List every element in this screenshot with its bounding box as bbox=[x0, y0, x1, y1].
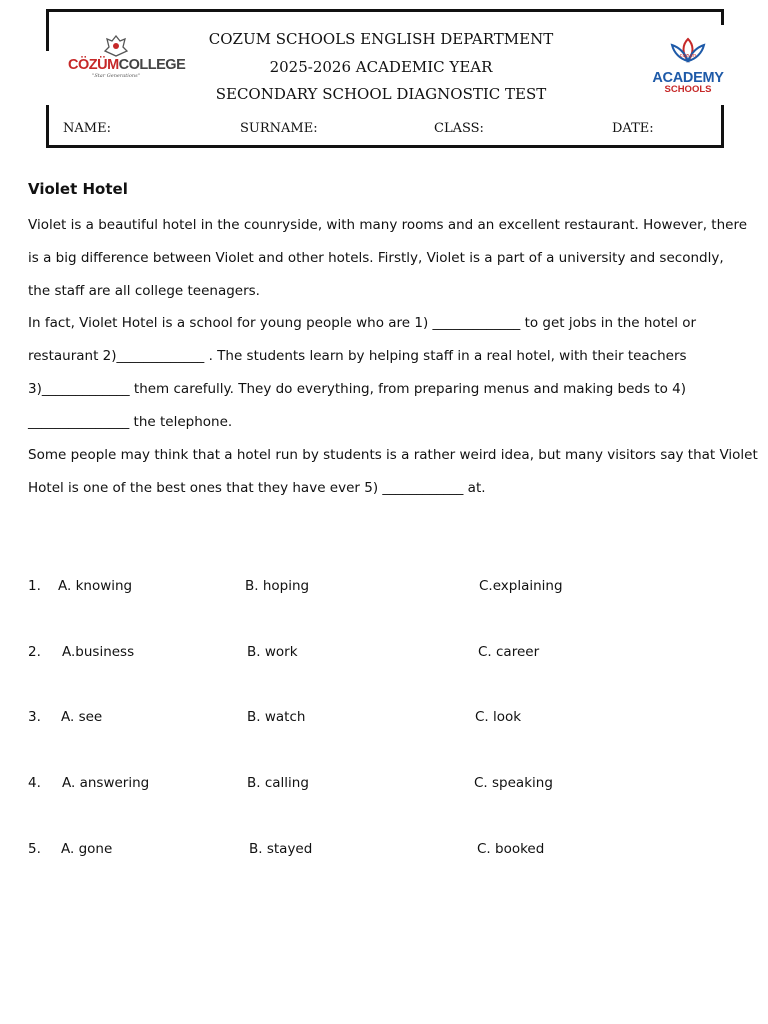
passage-line: Hotel is one of the best ones that they have ever 5) ____________ at. bbox=[28, 480, 486, 496]
header-corner-top-right bbox=[721, 9, 724, 25]
academic-year: 2025-2026 ACADEMIC YEAR bbox=[269, 58, 493, 76]
surname-field-label: SURNAME: bbox=[240, 121, 318, 136]
header-corner-top-left bbox=[46, 9, 49, 51]
option-b: B. work bbox=[247, 644, 298, 660]
header-border-top bbox=[46, 9, 724, 12]
question-number: 1. bbox=[28, 578, 41, 594]
header-corner-bottom-left bbox=[46, 105, 49, 147]
header-corner-bottom-right bbox=[721, 105, 724, 147]
test-header bbox=[46, 9, 724, 148]
class-field-label: CLASS: bbox=[434, 121, 484, 136]
schools-word: SCHOOLS bbox=[664, 84, 712, 95]
option-c: C. look bbox=[475, 709, 522, 725]
question-number: 4. bbox=[28, 775, 41, 791]
passage-line: In fact, Violet Hotel is a school for young people who are 1) _____________ to get jobs in the hotel or bbox=[28, 315, 697, 331]
passage-line: restaurant 2)_____________ . The students learn by helping staff in a real hotel, with their teachers bbox=[28, 348, 687, 364]
date-field-label: DATE: bbox=[612, 121, 654, 136]
academy-word: ACADEMY bbox=[652, 70, 724, 86]
header-border-bottom bbox=[46, 145, 724, 148]
option-b: B. calling bbox=[247, 775, 309, 791]
option-a: A. knowing bbox=[58, 578, 133, 594]
option-c: C.explaining bbox=[479, 578, 563, 594]
option-a: A. gone bbox=[61, 841, 113, 857]
college-brand-name: CÖZÜMCOLLEGE bbox=[68, 57, 186, 73]
cozum-academy-logo bbox=[644, 37, 732, 97]
passage-line: _______________ the telephone. bbox=[28, 414, 233, 430]
academy-logo-small-text: cozum bbox=[679, 53, 697, 59]
option-b: B. stayed bbox=[249, 841, 313, 857]
crest-icon bbox=[103, 35, 129, 57]
option-b: B. watch bbox=[247, 709, 306, 725]
passage-line: the staff are all college teenagers. bbox=[28, 283, 260, 299]
department-title: COZUM SCHOOLS ENGLISH DEPARTMENT bbox=[208, 30, 554, 48]
passage-line: Some people may think that a hotel run by students is a rather weird idea, but many visitors say that Violet bbox=[28, 447, 758, 463]
option-c: C. booked bbox=[477, 841, 545, 857]
passage-line: Violet is a beautiful hotel in the counryside, with many rooms and an excellent restaurant. However, there bbox=[28, 217, 748, 233]
option-a: A. see bbox=[61, 709, 103, 725]
passage-title: Violet Hotel bbox=[28, 180, 128, 198]
passage-line: 3)_____________ them carefully. They do everything, from preparing menus and making beds to 4) bbox=[28, 381, 687, 397]
option-c: C. speaking bbox=[474, 775, 553, 791]
passage-line: is a big difference between Violet and other hotels. Firstly, Violet is a part of a university and secondly, bbox=[28, 250, 724, 266]
question-number: 2. bbox=[28, 644, 41, 660]
option-b: B. hoping bbox=[245, 578, 310, 594]
option-c: C. career bbox=[478, 644, 540, 660]
option-a: A.business bbox=[62, 644, 135, 660]
question-number: 5. bbox=[28, 841, 41, 857]
name-field-label: NAME: bbox=[63, 121, 111, 136]
option-a: A. answering bbox=[62, 775, 150, 791]
college-tagline: "Star Generations" bbox=[92, 73, 140, 79]
question-number: 3. bbox=[28, 709, 41, 725]
lotus-icon bbox=[666, 37, 710, 67]
test-title: SECONDARY SCHOOL DIAGNOSTIC TEST bbox=[215, 85, 547, 103]
